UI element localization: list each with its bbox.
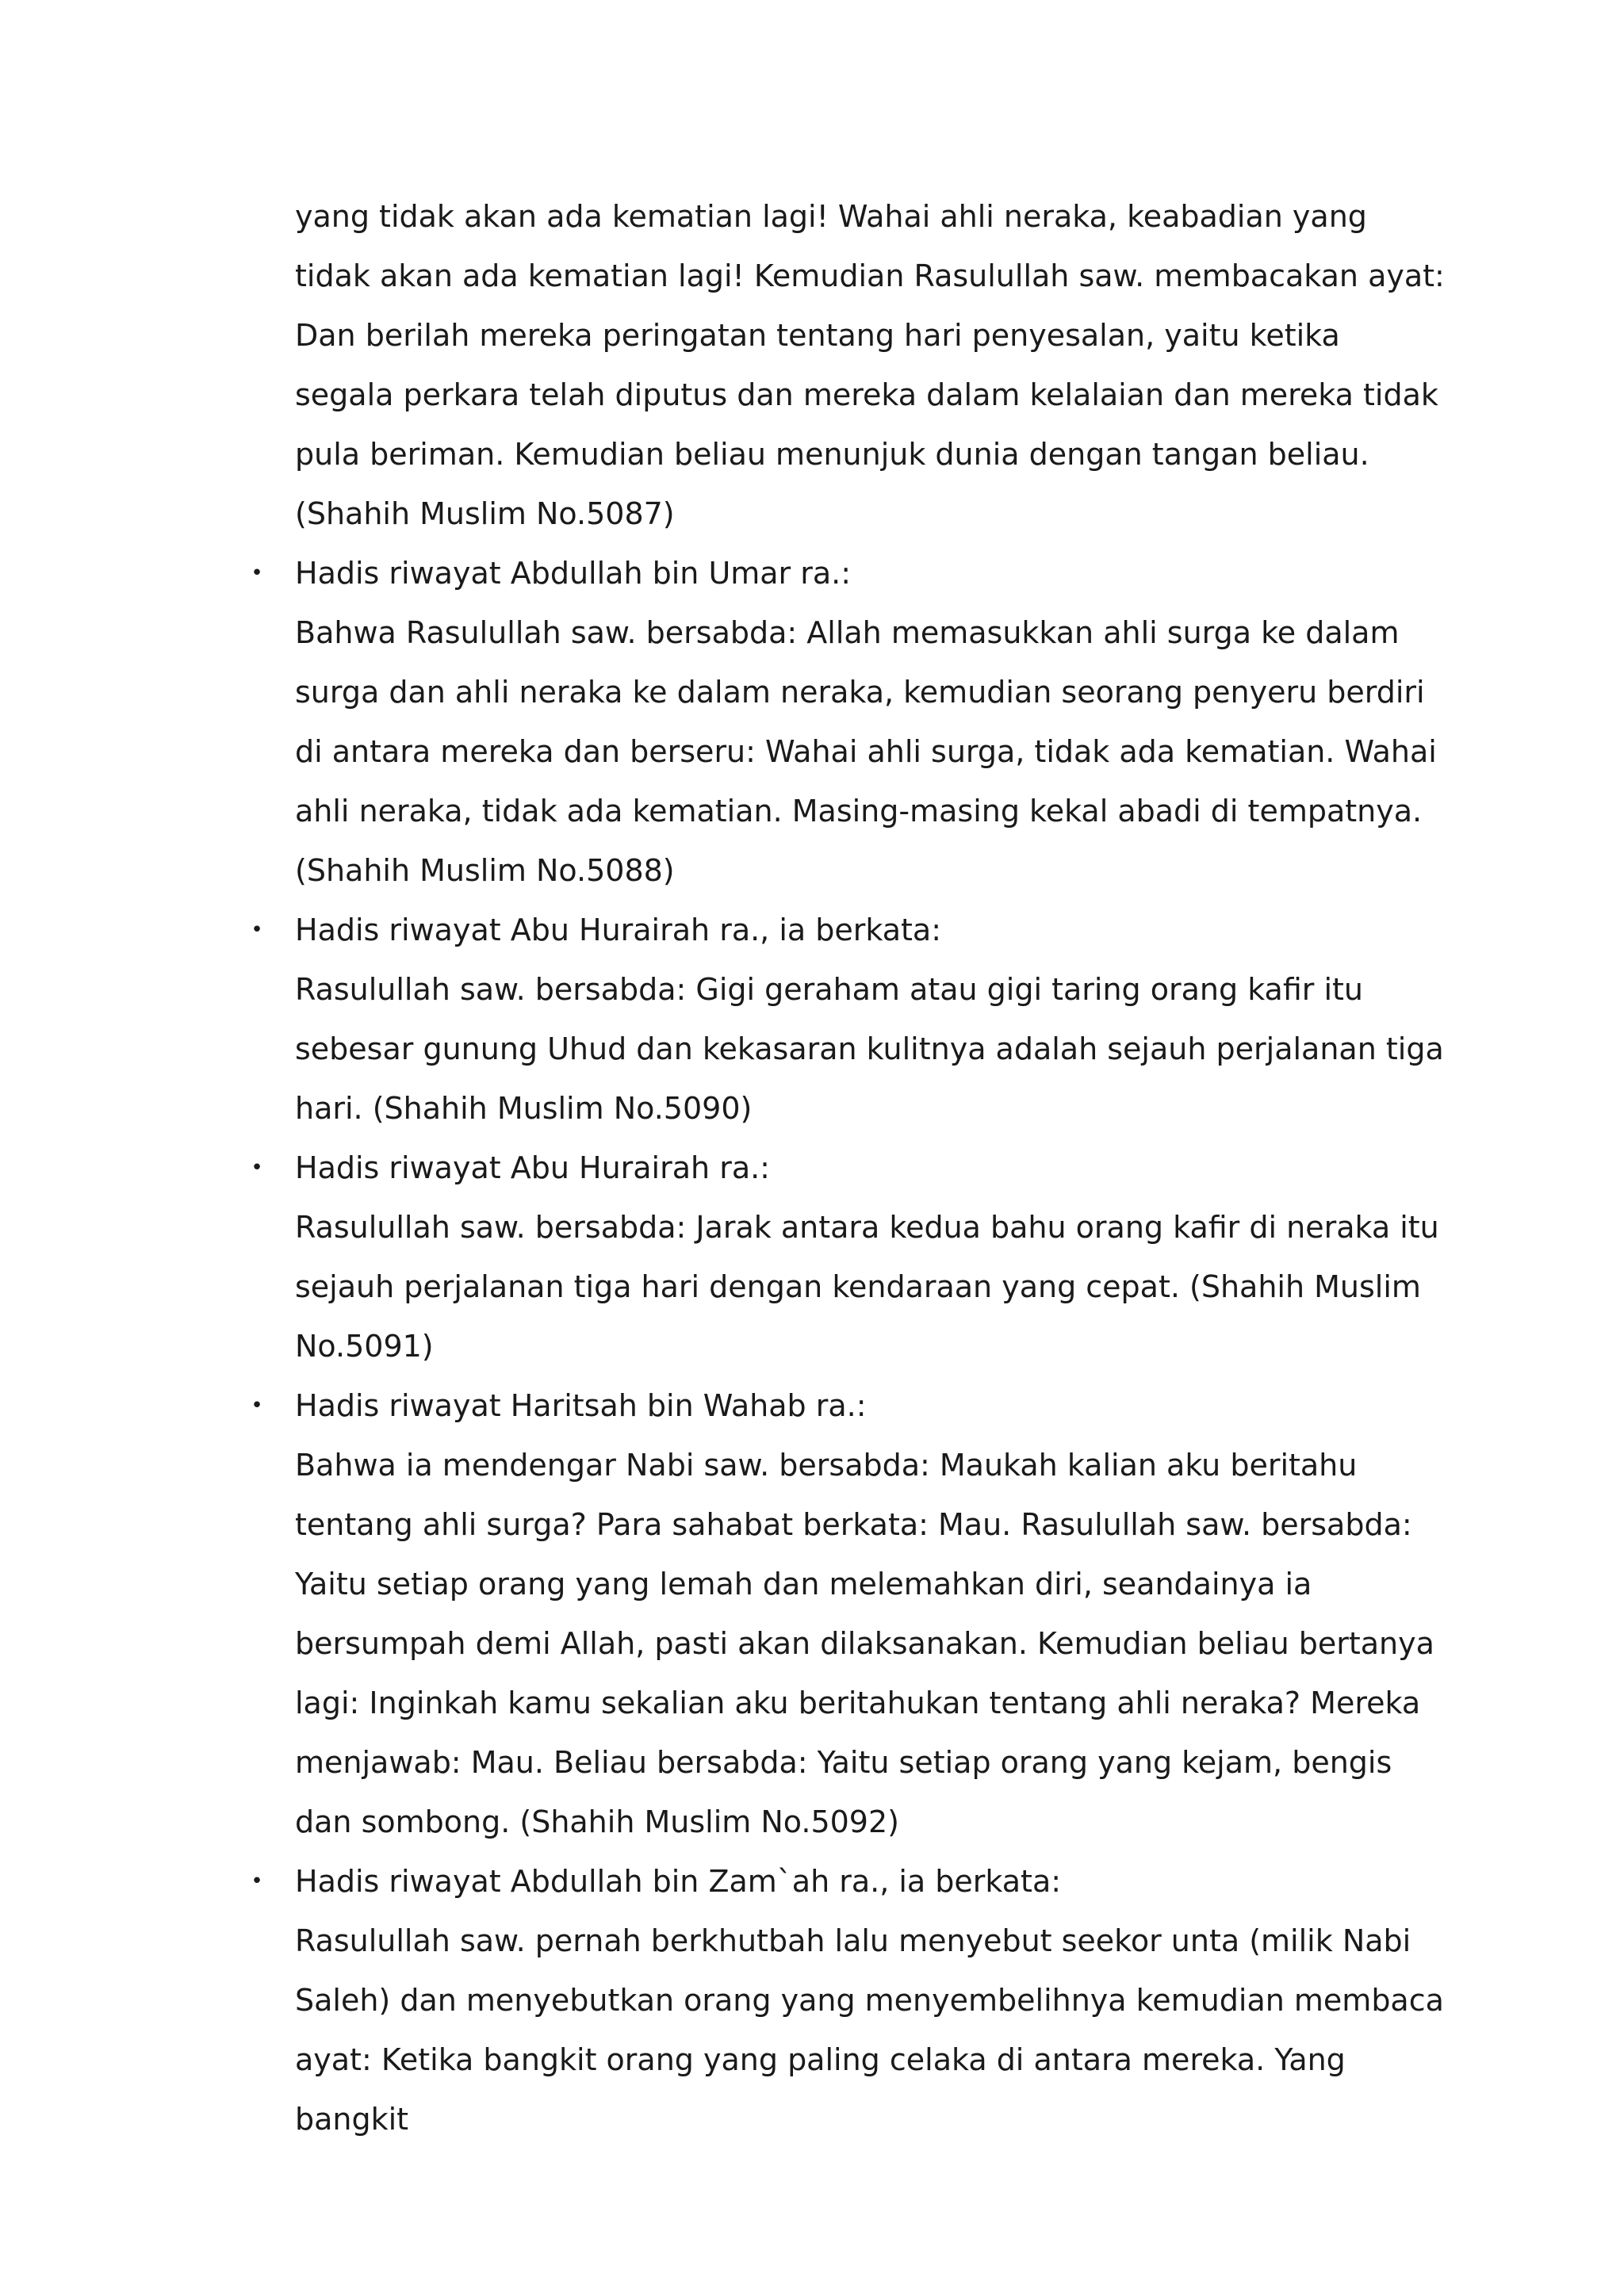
bullet-icon: • xyxy=(251,1394,263,1418)
hadith-title: Hadis riwayat Abdullah bin Umar ra.: xyxy=(295,556,852,591)
hadith-text: Rasulullah saw. pernah berkhutbah lalu menyebut seekor unta (milik Nabi Saleh) dan menyebutkan orang yang menyembelihnya kemudian membaca ayat: Ketika bangkit orang yang paling celaka di antara mereka. Yang bangkit xyxy=(295,1923,1444,2137)
list-item xyxy=(251,901,1445,1138)
list-item xyxy=(251,1138,1445,1376)
list-item xyxy=(251,1376,1445,1852)
bullet-icon: • xyxy=(251,1156,263,1180)
hadith-list xyxy=(251,544,1445,2149)
hadith-title: Hadis riwayat Abu Hurairah ra., ia berkata: xyxy=(295,913,941,947)
continued-paragraph: yang tidak akan ada kematian lagi! Wahai ahli neraka, keabadian yang tidak akan ada kematian lagi! Kemudian Rasulullah saw. membacakan ayat: Dan berilah mereka peringatan tentang hari penyesalan, yaitu ketika segala perkara telah diputus dan mereka dalam kelalaian dan mereka tidak pula beriman. Kemudian beliau menunjuk dunia dengan tangan beliau. (Shahih Muslim No.5087) xyxy=(295,199,1445,531)
page-content xyxy=(251,187,1445,2149)
hadith-text: Rasulullah saw. bersabda: Gigi geraham atau gigi taring orang kafir itu sebesar gunung Uhud dan kekasaran kulitnya adalah sejauh perjalanan tiga hari. (Shahih Muslim No.5090) xyxy=(295,972,1444,1126)
hadith-text: Rasulullah saw. bersabda: Jarak antara kedua bahu orang kafir di neraka itu sejauh perjalanan tiga hari dengan kendaraan yang cepat. (Shahih Muslim No.5091) xyxy=(295,1210,1439,1364)
hadith-text: Bahwa Rasulullah saw. bersabda: Allah memasukkan ahli surga ke dalam surga dan ahli neraka ke dalam neraka, kemudian seorang penyeru berdiri di antara mereka dan berseru: Wahai ahli surga, tidak ada kematian. Wahai ahli neraka, tidak ada kematian. Masing-masing kekal abadi di tempatnya. (Shahih Muslim No.5088) xyxy=(295,615,1437,888)
hadith-title: Hadis riwayat Abu Hurairah ra.: xyxy=(295,1150,770,1185)
list-item xyxy=(251,544,1445,901)
list-item xyxy=(251,1852,1445,2149)
hadith-title: Hadis riwayat Abdullah bin Zam`ah ra., ia berkata: xyxy=(295,1864,1062,1899)
bullet-icon: • xyxy=(251,1869,263,1893)
bullet-icon: • xyxy=(251,918,263,942)
hadith-title: Hadis riwayat Haritsah bin Wahab ra.: xyxy=(295,1388,867,1423)
bullet-icon: • xyxy=(251,561,263,585)
hadith-text: Bahwa ia mendengar Nabi saw. bersabda: Maukah kalian aku beritahu tentang ahli surga? Para sahabat berkata: Mau. Rasulullah saw. bersabda: Yaitu setiap orang yang lemah dan melemahkan diri, seandainya ia bersumpah demi Allah, pasti akan dilaksanakan. Kemudian beliau bertanya lagi: Inginkah kamu sekalian aku beritahukan tentang ahli neraka? Mereka menjawab: Mau. Beliau bersabda: Yaitu setiap orang yang kejam, bengis dan sombong. (Shahih Muslim No.5092) xyxy=(295,1448,1434,1839)
